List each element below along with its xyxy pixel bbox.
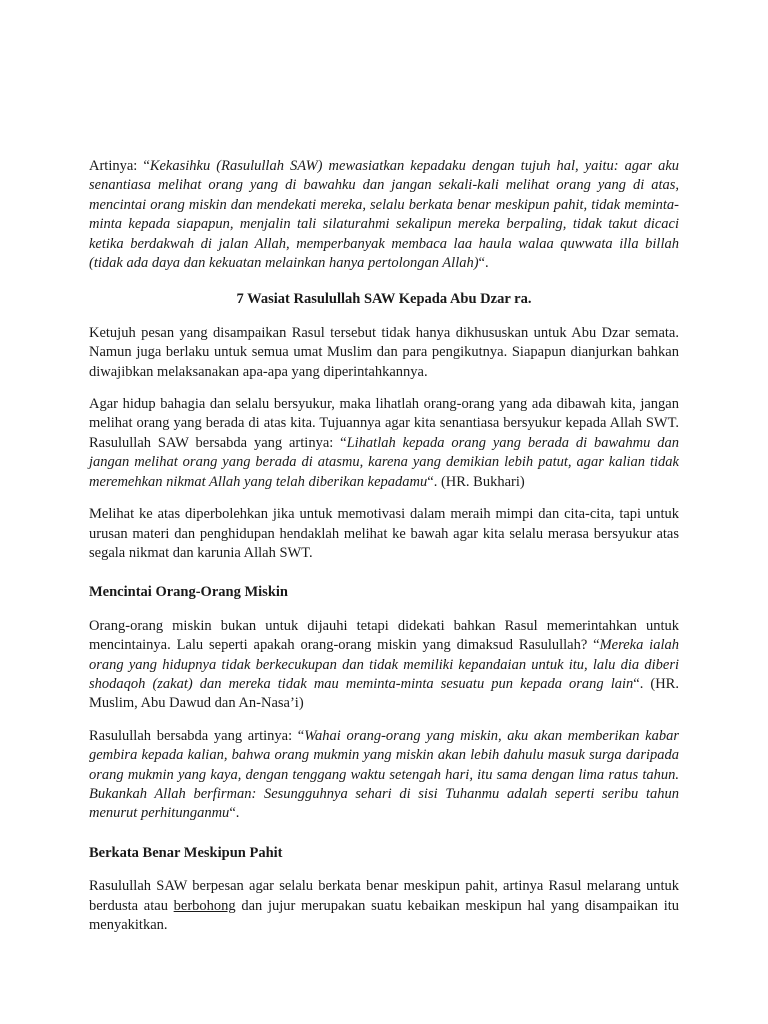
hadith-close: “. [229, 805, 240, 822]
hadith-quote: Wahai orang-orang yang miskin, aku akan memberikan kabar gembira kepada kalian, bahwa orang mukmin yang miskin akan lebih dahulu masuk surga daripada orang mukmin yang kaya, dengan tenggang waktu setengah hari, itu sama dengan lima ratus tahun. Bukankah Allah berfirman: Sesungguhnya sehari di sisi Tuhanmu adalah seperti seribu tahun menurut perhitunganmu [89, 727, 679, 822]
section-heading-orang-miskin: Mencintai Orang-Orang Miskin [89, 584, 288, 601]
intro-paragraph [89, 157, 679, 273]
paragraph-text: Rasulullah SAW berpesan agar selalu berkata benar meskipun pahit, artinya Rasul melarang untuk berdusta atau [89, 878, 679, 914]
paragraph-kabar-gembira [89, 727, 679, 824]
section-heading-7-wasiat: 7 Wasiat Rasulullah SAW Kepada Abu Dzar ra. [236, 291, 532, 308]
paragraph-orang-miskin [89, 617, 679, 714]
intro-quote: Kekasihku (Rasulullah SAW) mewasiatkan kepadaku dengan tujuh hal, yaitu: agar aku senantiasa melihat orang yang di bawahku dan jangan sekali-kali melihat orang yang di atas, mencintai orang miskin dan mendekati mereka, selalu berkata benar meskipun pahit, tidak meminta-minta kepada siapapun, menjalin tali silaturahmi sekalipun mereka berpaling, tidak takut dicaci ketika berdakwah di jalan Allah, memperbanyak membaca laa haula walaa quwwata illa billah (tidak ada daya dan kekuatan melainkan hanya pertolongan Allah) [89, 158, 680, 272]
section-heading-berkata-benar: Berkata Benar Meskipun Pahit [89, 844, 283, 861]
link-berbohong[interactable]: berbohong [173, 897, 236, 914]
paragraph-bersyukur [89, 395, 679, 492]
hadith-source: “. (HR. Muslim, Abu Dawud dan An-Nasa’i) [89, 675, 679, 712]
hadith-quote: Mereka ialah orang yang hidupnya tidak berkecukupan dan tidak memiliki kepandaian untuk itu, lalu dia diberi shodaqoh (zakat) dan mereka tidak mau meminta-minta sesuatu pun kepada orang lain [89, 637, 679, 692]
intro-close: “. [478, 255, 489, 272]
paragraph-pesan: Ketujuh pesan yang disampaikan Rasul tersebut tidak hanya dikhususkan untuk Abu Dzar semata. Namun juga berlaku untuk semua umat Muslim dan para pengikutnya. Siapapun dianjurkan bahkan diwajibkan melaksanakan apa-apa yang diperintahkannya. [89, 324, 679, 380]
paragraph-motivasi: Melihat ke atas diperbolehkan jika untuk memotivasi dalam meraih mimpi dan cita-cita, tapi untuk urusan materi dan penghidupan hendaklah melihat ke bawah agar kita selalu merasa bersyukur atas segala nikmat dan karunia Allah SWT. [89, 506, 679, 561]
paragraph-text: Agar hidup bahagia dan selalu bersyukur, maka lihatlah orang-orang yang ada dibawah kita, jangan melihat orang yang berada di atas kita. Tujuannya agar kita senantiasa bersyukur kepada Allah SWT. Rasulullah SAW bersabda yang artinya: “ [89, 396, 679, 451]
paragraph-text: Orang-orang miskin bukan untuk dijauhi tetapi didekati bahkan Rasul memerintahkan untuk mencintainya. Lalu seperti apakah orang-orang miskin yang dimaksud Rasulullah? “ [89, 617, 679, 654]
hadith-source: “. (HR. Bukhari) [427, 473, 525, 490]
paragraph-text: Rasulullah bersabda yang artinya: “ [89, 727, 305, 744]
paragraph-berkata-benar [89, 877, 679, 935]
hadith-quote: Lihatlah kepada orang yang berada di bawahmu dan jangan melihat orang yang berada di atasmu, karena yang demikian lebih patut, agar kalian tidak meremehkan nikmat Allah yang telah diberikan kepadamu [89, 434, 679, 490]
paragraph-text: dan jujur merupakan suatu kebaikan meskipun hal yang disampaikan itu menyakitkan. [89, 897, 679, 933]
intro-label: Artinya: “ [89, 158, 150, 174]
document-page [89, 157, 679, 935]
